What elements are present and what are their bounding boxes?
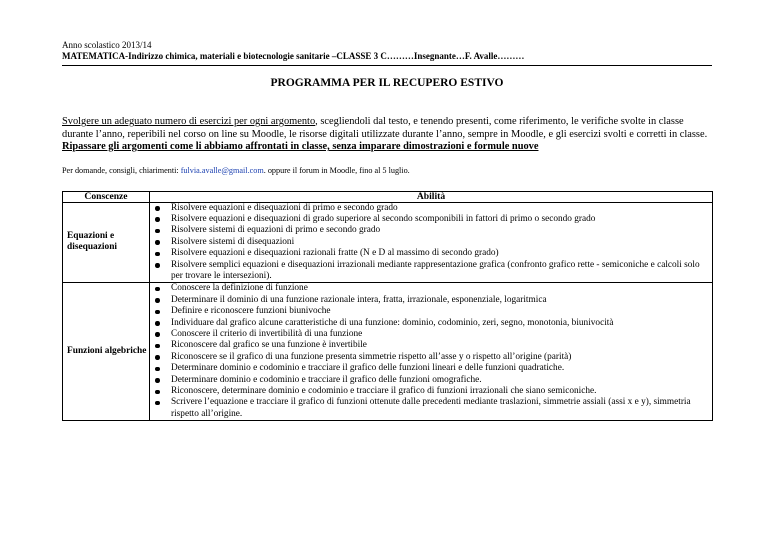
abilities-list [150,283,710,420]
contact-prefix: Per domande, consigli, chiarimenti: [62,165,181,175]
list-item: Risolvere sistemi di disequazioni [150,237,710,248]
list-item: Conoscere la definizione di funzione [150,283,710,294]
category-cell: Equazioni e disequazioni [63,202,150,283]
list-item: Riconoscere se il grafico di una funzione presenta simmetrie rispetto all’asse y o rispetto all’origine (parità) [150,352,710,363]
list-item: Riconoscere, determinare dominio e codominio e tracciare il grafico di funzioni irrazionali che siano semiconiche. [150,386,710,397]
list-item: Risolvere equazioni e disequazioni razionali fratte (N e D al massimo di secondo grado) [150,248,710,259]
list-item: Determinare dominio e codominio e tracciare il grafico delle funzioni omografiche. [150,375,710,386]
program-table [62,191,713,422]
header-rule [62,65,712,66]
contact-email-link[interactable]: fulvia.avalle@gmail.com [180,165,264,175]
intro-text: , scegliendoli dal testo, e tenendo presenti, come riferimento, le verifiche svolte in classe durante l’anno, reperibili nel corso on line su Moodle, le risorse digitali utilizzate durante l’anno, sempre in Moodle, e gli esercizi svolti e corretti in classe. [62,116,708,140]
table-row [63,202,713,283]
list-item: Scrivere l’equazione e tracciare il grafico di funzioni ottenute dalle precedenti mediante traslazioni, simmetrie assiali (assi x e y), simmetria rispetto all’origine. [150,397,710,420]
header-conoscenze: Conscenze [63,191,150,202]
school-year: Anno scolastico 2013/14 [62,40,152,50]
abilities-cell [150,283,713,421]
intro-paragraph [62,116,712,141]
list-item: Risolvere sistemi di equazioni di primo e secondo grado [150,225,710,236]
table-row [63,283,713,421]
table-body [63,202,713,421]
list-item: Individuare dal grafico alcune caratteristiche di una funzione: dominio, codominio, zeri, segno, monotonia, biunivocità [150,318,710,329]
abilities-cell [150,202,713,283]
course-info: MATEMATICA-Indirizzo chimica, materiali e biotecnologie sanitarie –CLASSE 3 C………Insegnante…F. Avalle……… [62,51,525,61]
list-item: Determinare il dominio di una funzione razionale intera, fratta, irrazionale, esponenziale, logaritmica [150,295,710,306]
list-item: Conoscere il criterio di invertibilità di una funzione [150,329,710,340]
document-page [62,40,712,421]
intro-bold-line: Ripassare gli argomenti come li abbiamo affrontati in classe, senza imparare dimostrazioni e formule nuove [62,141,539,152]
list-item: Determinare dominio e codominio e tracciare il grafico delle funzioni lineari e delle funzioni quadratiche. [150,363,710,374]
list-item: Definire e riconoscere funzioni biunivoche [150,306,710,317]
list-item: Risolvere equazioni e disequazioni di grado superiore al secondo scomponibili in fattori di primo o secondo grado [150,214,710,225]
header-abilita: Abilità [150,191,713,202]
list-item: Risolvere equazioni e disequazioni di primo e secondo grado [150,203,710,214]
list-item: Risolvere semplici equazioni e disequazioni irrazionali mediante rappresentazione grafica (confronto grafico rette - semiconiche e calcoli solo per trovare le intersezioni). [150,260,710,283]
list-item: Riconoscere dal grafico se una funzione è invertibile [150,340,710,351]
abilities-list [150,203,710,283]
table-header-row [63,191,713,202]
contact-line [62,166,712,175]
page-title: PROGRAMMA PER IL RECUPERO ESTIVO [270,77,504,89]
category-cell: Funzioni algebriche [63,283,150,421]
contact-suffix: . oppure il forum in Moodle, fino al 5 luglio. [263,165,410,175]
intro-underlined: Svolgere un adeguato numero di esercizi per ogni argomento [62,116,316,127]
